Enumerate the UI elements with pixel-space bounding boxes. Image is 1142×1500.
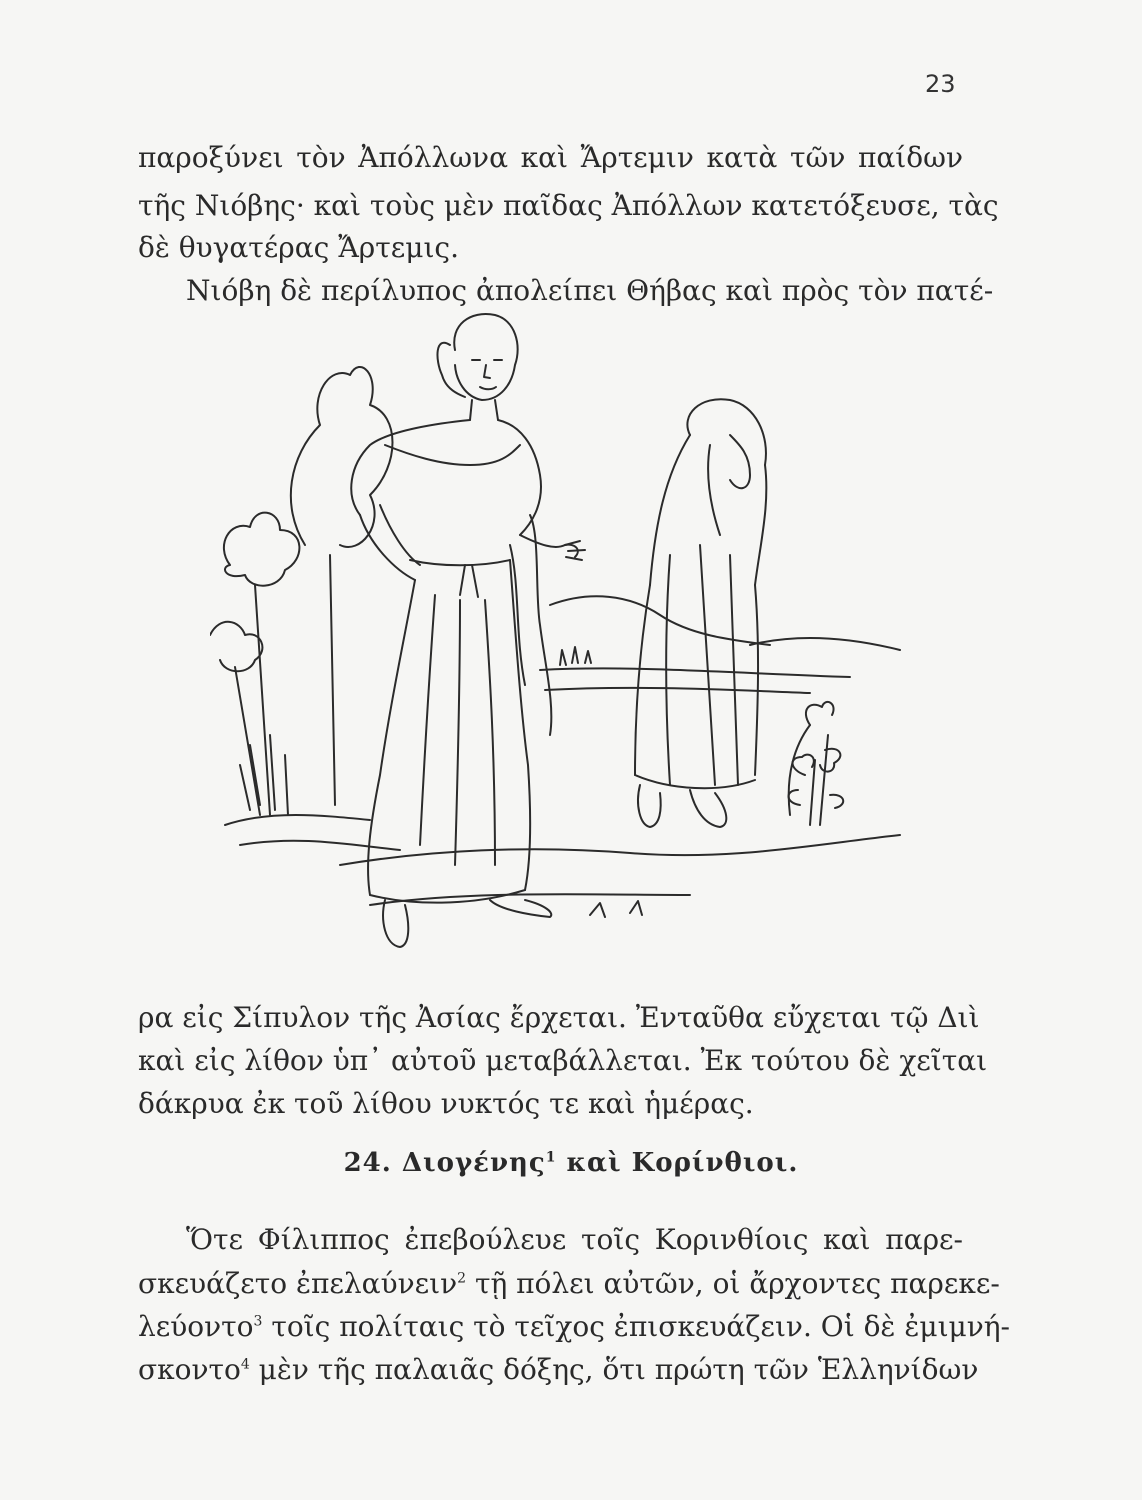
text-fragment: σκευάζετο ἐπελαύνειν	[138, 1267, 458, 1300]
text-line: τῆς Νιόβης· καὶ τοὺς μὲν παῖδας Ἀπόλλων κατετόξευσε, τὰς	[138, 189, 999, 222]
text-line	[138, 1307, 1011, 1347]
footnote-marker: 3	[253, 1313, 263, 1330]
text-line: Νιόβη δὲ περίλυπος ἀπολείπει Θήβας καὶ πρὸς τὸν πατέ-	[186, 274, 994, 307]
text-fragment: μὲν τῆς παλαιᾶς δόξης, ὅτι πρώτη τῶν Ἑλληνίδων	[249, 1353, 979, 1386]
text-line	[138, 1264, 1000, 1304]
text-fragment: σκοντο	[138, 1353, 241, 1386]
section-heading	[0, 1148, 1142, 1178]
text-line	[138, 1350, 979, 1390]
text-fragment: τῇ πόλει αὐτῶν, οἱ ἄρχοντες παρεκε-	[466, 1267, 1000, 1300]
section-title-part: Διογένης	[401, 1148, 546, 1178]
page-number: 23	[925, 70, 956, 98]
niobe-illustration-icon	[210, 305, 920, 969]
footnote-marker: 2	[457, 1270, 467, 1287]
section-number: 24.	[343, 1148, 392, 1178]
text-line: καὶ εἰς λίθον ὑπ᾽ αὐτοῦ μεταβάλλεται. Ἐκ τούτου δὲ χεῖται	[138, 1044, 988, 1077]
text-line: Ὅτε Φίλιππος ἐπεβούλευε τοῖς Κορινθίοις καὶ παρε-	[186, 1223, 963, 1256]
text-line: ρα εἰς Σίπυλον τῆς Ἀσίας ἔρχεται. Ἐνταῦθα εὔχεται τῷ Διὶ	[138, 1001, 980, 1034]
footnote-marker: 4	[240, 1356, 250, 1373]
text-line: δὲ θυγατέρας Ἄρτεμις.	[138, 231, 460, 264]
footnote-marker: 1	[545, 1149, 557, 1166]
text-line: δάκρυα ἐκ τοῦ λίθου νυκτός τε καὶ ἡμέρας.	[138, 1087, 754, 1120]
text-line: παροξύνει τὸν Ἀπόλλωνα καὶ Ἄρτεμιν κατὰ τῶν παίδων	[138, 141, 963, 174]
text-fragment: τοῖς πολίταις τὸ τεῖχος ἐπισκευάζειν. Οἱ δὲ ἐμιμνή-	[262, 1310, 1011, 1343]
text-fragment: λεύοντο	[138, 1310, 254, 1343]
section-title-part: καὶ Κορίνθιοι.	[566, 1148, 799, 1178]
